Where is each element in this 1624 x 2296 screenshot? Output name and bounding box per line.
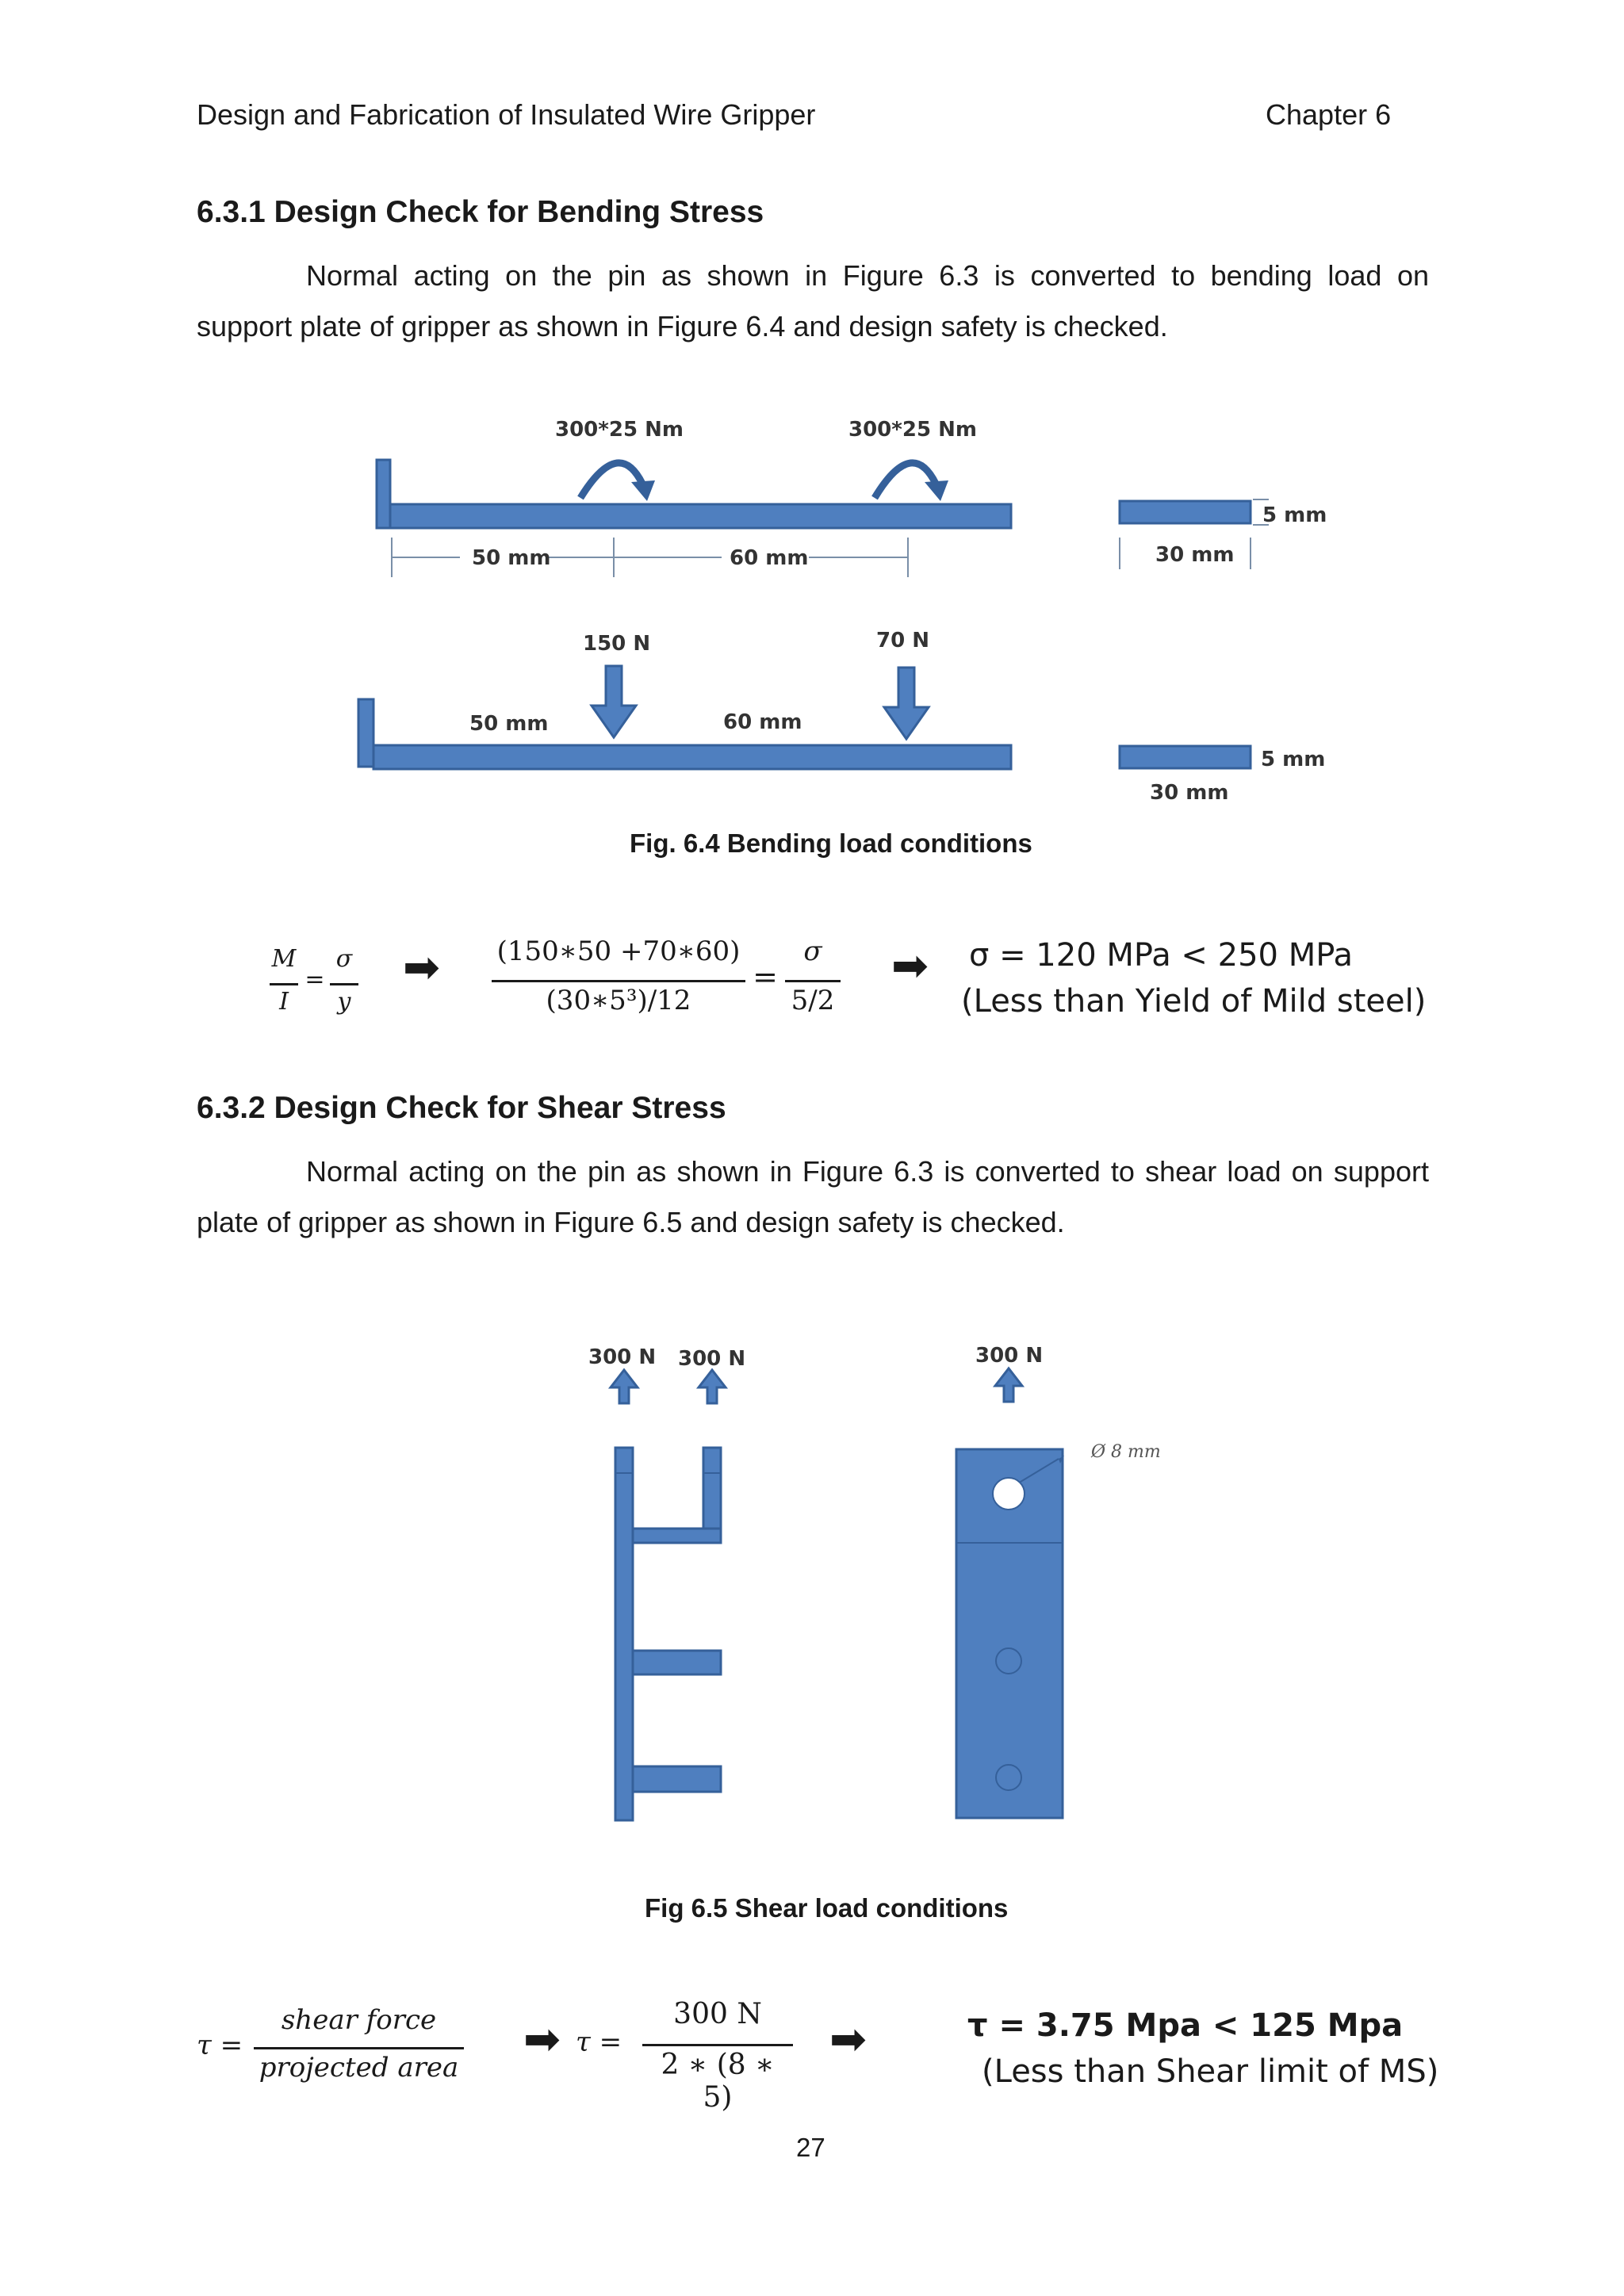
hole-diameter-label: Ø 8 mm	[1091, 1442, 1161, 1462]
side-view-post	[615, 1448, 633, 1820]
load-label-70: 70 N	[876, 629, 929, 652]
eq-equals-2: =	[753, 959, 778, 994]
lower-beam-wall	[358, 699, 373, 767]
section-thickness-label: 5 mm	[1262, 503, 1327, 527]
figure-bending-load	[341, 396, 1332, 817]
eq-tau-2: τ =	[576, 2026, 622, 2058]
eq-projected-area: projected area	[259, 2052, 459, 2084]
paragraph-shear-line1: Normal acting on the pin as shown in Figure 6.3 is converted to shear load on support	[306, 1155, 1429, 1188]
upper-section-rect	[1120, 501, 1251, 523]
force-label-2: 300 N	[678, 1347, 746, 1371]
moment-arrow-1	[580, 463, 642, 498]
implies-arrow-2: ➡	[891, 940, 929, 992]
shear-arrow-3	[995, 1368, 1022, 1402]
implies-arrow-3: ➡	[523, 2014, 561, 2065]
dim-label-50: 50 mm	[472, 546, 551, 570]
paragraph-bending-line1: Normal acting on the pin as shown in Figure 6.3 is converted to bending load on	[306, 259, 1429, 292]
dim-label-60-lower: 60 mm	[723, 710, 802, 734]
implies-arrow-1: ➡	[403, 942, 440, 993]
lower-section-rect	[1120, 746, 1251, 768]
eq-300n: 300 N	[673, 1998, 762, 2030]
eq-y: y	[337, 988, 351, 1016]
moment-label-2: 300*25 Nm	[848, 418, 977, 442]
paragraph-bending-line2: support plate of gripper as shown in Figure 6.4 and design safety is checked.	[197, 310, 1168, 342]
bending-result: σ = 120 MPa < 250 MPa	[969, 937, 1354, 974]
running-header-chapter: Chapter 6	[1266, 98, 1392, 131]
figure-caption-6-5: Fig 6.5 Shear load conditions	[645, 1893, 1009, 1923]
eq-tau: τ =	[197, 2030, 243, 2061]
section-thickness-label-lower: 5 mm	[1261, 748, 1326, 771]
moment-arrow-2	[875, 463, 936, 498]
upper-beam-wall	[377, 460, 390, 528]
page-number: 27	[796, 2133, 825, 2162]
dim-label-60: 60 mm	[730, 546, 809, 570]
section-heading-bending: 6.3.1 Design Check for Bending Stress	[197, 195, 764, 229]
eq-area-calc: 2 ∗ (8 ∗ 5)	[661, 2049, 775, 2114]
force-label-1: 300 N	[588, 1345, 657, 1369]
side-view-arm-2	[633, 1651, 721, 1674]
shear-result-note: (Less than Shear limit of MS)	[982, 2053, 1439, 2090]
eq-den2: 5/2	[791, 985, 835, 1016]
load-label-150: 150 N	[583, 632, 651, 656]
pin-hole	[993, 1478, 1025, 1510]
eq-sigma-2: σ	[803, 936, 822, 967]
figure-caption-6-4: Fig. 6.4 Bending load conditions	[630, 828, 1032, 858]
eq-sigma: σ	[335, 945, 353, 973]
eq-denominator: (30∗5³)/12	[546, 985, 691, 1016]
shear-result: τ = 3.75 Mpa < 125 Mpa	[967, 2007, 1404, 2044]
load-arrow-150	[592, 666, 636, 737]
force-label-3: 300 N	[975, 1344, 1044, 1368]
section-width-label: 30 mm	[1155, 543, 1235, 567]
section-width-label-lower: 30 mm	[1150, 781, 1229, 805]
figure-shear-load	[555, 1340, 1189, 1847]
load-arrow-70	[884, 668, 929, 739]
side-view-arm-3	[633, 1766, 721, 1792]
eq-M: M	[271, 945, 297, 973]
shear-arrow-1	[611, 1370, 638, 1403]
implies-arrow-4: ➡	[829, 2014, 867, 2065]
shear-arrow-2	[699, 1370, 726, 1403]
moment-label-1: 300*25 Nm	[555, 418, 684, 442]
paragraph-shear-line2: plate of gripper as shown in Figure 6.5 and design safety is checked.	[197, 1206, 1065, 1238]
eq-numerator: (150∗50 +70∗60)	[496, 936, 741, 967]
dim-label-50-lower: 50 mm	[469, 712, 549, 736]
eq-I: I	[279, 988, 289, 1016]
eq-equals-1: =	[304, 966, 325, 993]
running-header-title: Design and Fabrication of Insulated Wire Gripper	[197, 98, 816, 131]
bending-result-note: (Less than Yield of Mild steel)	[961, 983, 1427, 1020]
side-view-arm-1	[633, 1529, 721, 1543]
lower-beam	[373, 745, 1011, 769]
upper-beam	[390, 504, 1011, 528]
eq-shear-force: shear force	[281, 2004, 437, 2036]
section-heading-shear: 6.3.2 Design Check for Shear Stress	[197, 1091, 726, 1125]
